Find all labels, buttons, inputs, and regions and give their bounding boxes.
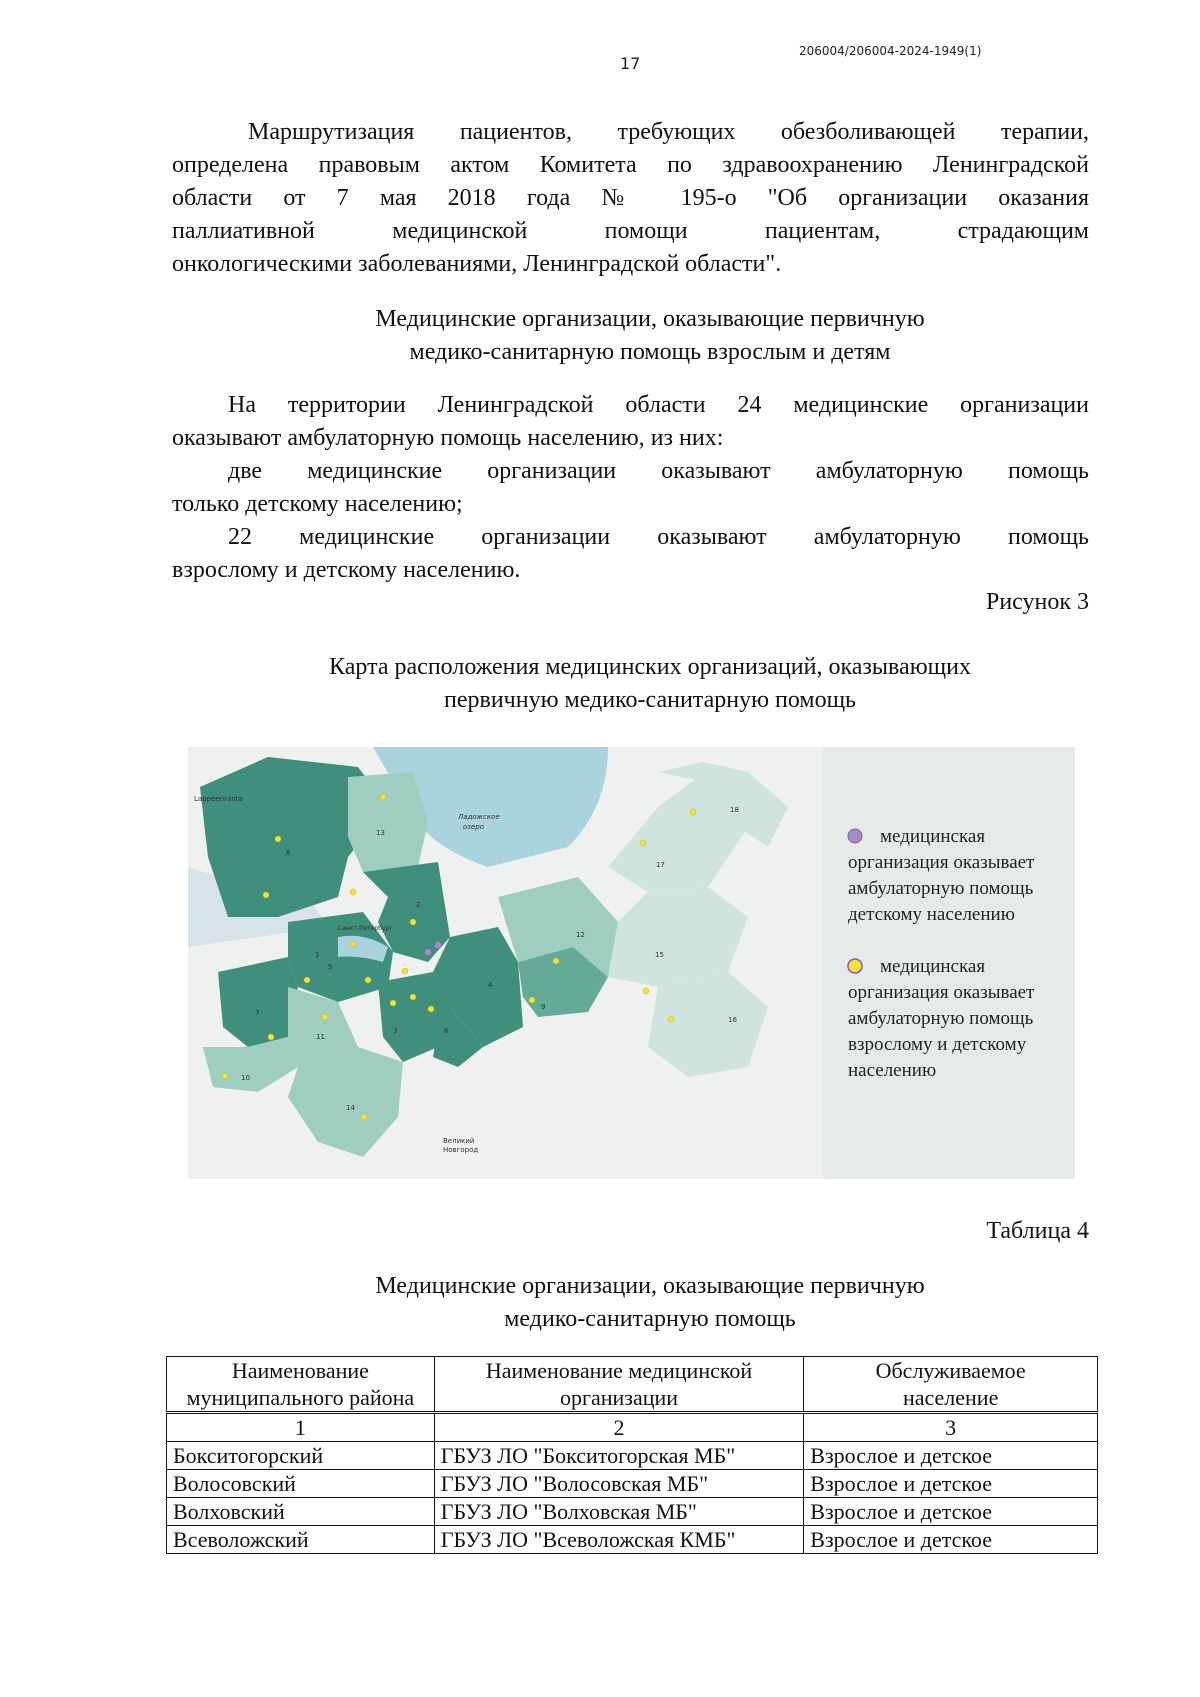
table-row	[167, 1526, 1098, 1554]
document-id: 206004/206004-2024-1949(1)	[799, 44, 982, 58]
legend-adult-marker	[848, 959, 862, 973]
page-number: 17	[620, 54, 641, 73]
text-line: две медицинские организации оказывают амбулаторную помощь	[228, 458, 1089, 484]
adult-org-dot	[222, 1073, 228, 1079]
region-number-7: 7	[255, 1009, 260, 1017]
table-title-line: медико-санитарную помощь	[504, 1306, 796, 1332]
text-line: 22 медицинские организации оказывают амбулаторную помощь	[228, 524, 1089, 550]
child-org-dot	[425, 949, 432, 956]
adult-org-dot	[690, 809, 696, 815]
adult-org-dot	[361, 1114, 367, 1120]
adult-org-dot	[380, 794, 386, 800]
text-line: только детскому населению;	[172, 491, 463, 517]
column-number-row	[167, 1413, 1098, 1442]
figure-title-line: Карта расположения медицинских организаций, оказывающих	[329, 654, 971, 680]
legend-child-line: организация оказывает	[848, 852, 1035, 873]
place-label-lake: Ладожское	[458, 813, 500, 821]
adult-org-dot	[428, 1006, 434, 1012]
table-row	[167, 1470, 1098, 1498]
place-label-spb: Санкт-Петербург	[338, 925, 393, 932]
legend-child-line: детскому населению	[848, 904, 1015, 925]
region-number-16: 16	[728, 1016, 737, 1024]
table-title	[200, 1270, 1100, 1336]
adult-org-dot	[643, 988, 649, 994]
adult-org-dot	[553, 958, 559, 964]
table-title-line: Медицинские организации, оказывающие первичную	[375, 1273, 925, 1299]
region-number-13: 13	[376, 829, 385, 837]
region-number-9: 9	[541, 1003, 546, 1011]
region-number-18: 18	[730, 806, 739, 814]
column-number: 3	[804, 1413, 1098, 1442]
adult-org-dot	[268, 1034, 274, 1040]
routing-paragraph	[172, 116, 1089, 281]
text-line: оказывают амбулаторную помощь населению, из них:	[172, 425, 724, 451]
legend-child-marker	[848, 829, 862, 843]
adult-org-dot	[275, 836, 281, 842]
place-label-novgorod2: Новгород	[443, 1146, 479, 1154]
column-number: 1	[167, 1413, 435, 1442]
adult-org-dot	[350, 941, 356, 947]
region-number-1: 1	[315, 951, 320, 959]
text-line: определена правовым актом Комитета по здравоохранению Ленинградской	[172, 152, 1089, 178]
region-number-14: 14	[346, 1104, 355, 1112]
region-number-12: 12	[576, 931, 585, 939]
figure-label: Рисунок 3	[985, 589, 1089, 615]
header-population: Обслуживаемое население	[804, 1357, 1098, 1413]
adult-org-dot	[640, 840, 646, 846]
adult-org-dot	[529, 997, 535, 1003]
legend-child-line: медицинская	[880, 826, 986, 847]
figure-title-line: первичную медико-санитарную помощь	[443, 687, 857, 713]
region-number-2: 2	[416, 901, 421, 909]
region-number-8: 8	[286, 849, 291, 857]
cell-district: Бокситогорский	[167, 1442, 435, 1470]
place-label-novgorod: Великий	[443, 1137, 475, 1145]
legend-adult-line: медицинская	[880, 956, 986, 977]
region-number-11: 11	[316, 1033, 325, 1041]
table-label: Таблица 4	[986, 1218, 1089, 1244]
legend-adult-line: амбулаторную помощь	[848, 1008, 1034, 1029]
adult-org-dot	[263, 892, 269, 898]
region-number-3: 3	[393, 1027, 398, 1035]
cell-population: Взрослое и детское	[804, 1470, 1098, 1498]
text-line: На территории Ленинградской области 24 медицинские организации	[228, 392, 1089, 418]
region-number-15: 15	[655, 951, 664, 959]
cell-district: Волосовский	[167, 1470, 435, 1498]
region-number-6: 6	[444, 1027, 449, 1035]
cell-district: Волховский	[167, 1498, 435, 1526]
legend-adult-line: взрослому и детскому	[848, 1034, 1027, 1055]
adult-org-dot	[390, 1000, 396, 1006]
place-label-lappeenranta: Lappeenranta	[194, 795, 243, 803]
cell-population: Взрослое и детское	[804, 1498, 1098, 1526]
cell-population: Взрослое и детское	[804, 1526, 1098, 1554]
place-label-lake2: озеро	[463, 823, 485, 831]
text-line: взрослому и детскому населению.	[172, 557, 521, 583]
table-row	[167, 1442, 1098, 1470]
header-organization: Наименование медицинской организации	[434, 1357, 804, 1413]
adult-org-dot	[350, 889, 356, 895]
region-number-17: 17	[656, 861, 665, 869]
region-map	[188, 747, 1075, 1179]
section-title-line: медико-санитарную помощь взрослым и детям	[409, 339, 891, 365]
adult-org-dot	[402, 968, 408, 974]
cell-district: Всеволожский	[167, 1526, 435, 1554]
child-org-dot	[435, 942, 442, 949]
adult-org-dot	[668, 1016, 674, 1022]
region-number-5: 5	[328, 963, 333, 971]
region-number-4: 4	[488, 981, 493, 989]
header-district: Наименование муниципального района	[167, 1357, 435, 1413]
organizations-table	[166, 1356, 1098, 1554]
text-line: паллиативной медицинской помощи пациентам, страдающим	[172, 218, 1089, 244]
legend-adult-line: населению	[848, 1060, 937, 1081]
cell-organization: ГБУЗ ЛО "Бокситогорская МБ"	[434, 1442, 804, 1470]
adult-org-dot	[365, 977, 371, 983]
adult-org-dot	[410, 994, 416, 1000]
legend-child-line: амбулаторную помощь	[848, 878, 1034, 899]
cell-organization: ГБУЗ ЛО "Волховская МБ"	[434, 1498, 804, 1526]
region-13	[348, 772, 428, 872]
table-header-row	[167, 1357, 1098, 1413]
section-title	[200, 303, 1100, 369]
adult-org-dot	[410, 919, 416, 925]
adult-org-dot	[304, 977, 310, 983]
region-number-10: 10	[241, 1074, 250, 1082]
cell-organization: ГБУЗ ЛО "Волосовская МБ"	[434, 1470, 804, 1498]
text-line: Маршрутизация пациентов, требующих обезболивающей терапии,	[248, 119, 1089, 145]
text-line: области от 7 мая 2018 года № 195-о "Об организации оказания	[172, 185, 1089, 211]
section-title-line: Медицинские организации, оказывающие первичную	[375, 306, 925, 332]
legend-adult-line: организация оказывает	[848, 982, 1035, 1003]
cell-population: Взрослое и детское	[804, 1442, 1098, 1470]
cell-organization: ГБУЗ ЛО "Всеволожская КМБ"	[434, 1526, 804, 1554]
text-line: онкологическими заболеваниями, Ленинградской области".	[172, 251, 782, 277]
table-row	[167, 1498, 1098, 1526]
figure-title	[200, 651, 1100, 717]
territory-paragraph	[172, 389, 1089, 587]
adult-org-dot	[322, 1014, 328, 1020]
column-number: 2	[434, 1413, 804, 1442]
